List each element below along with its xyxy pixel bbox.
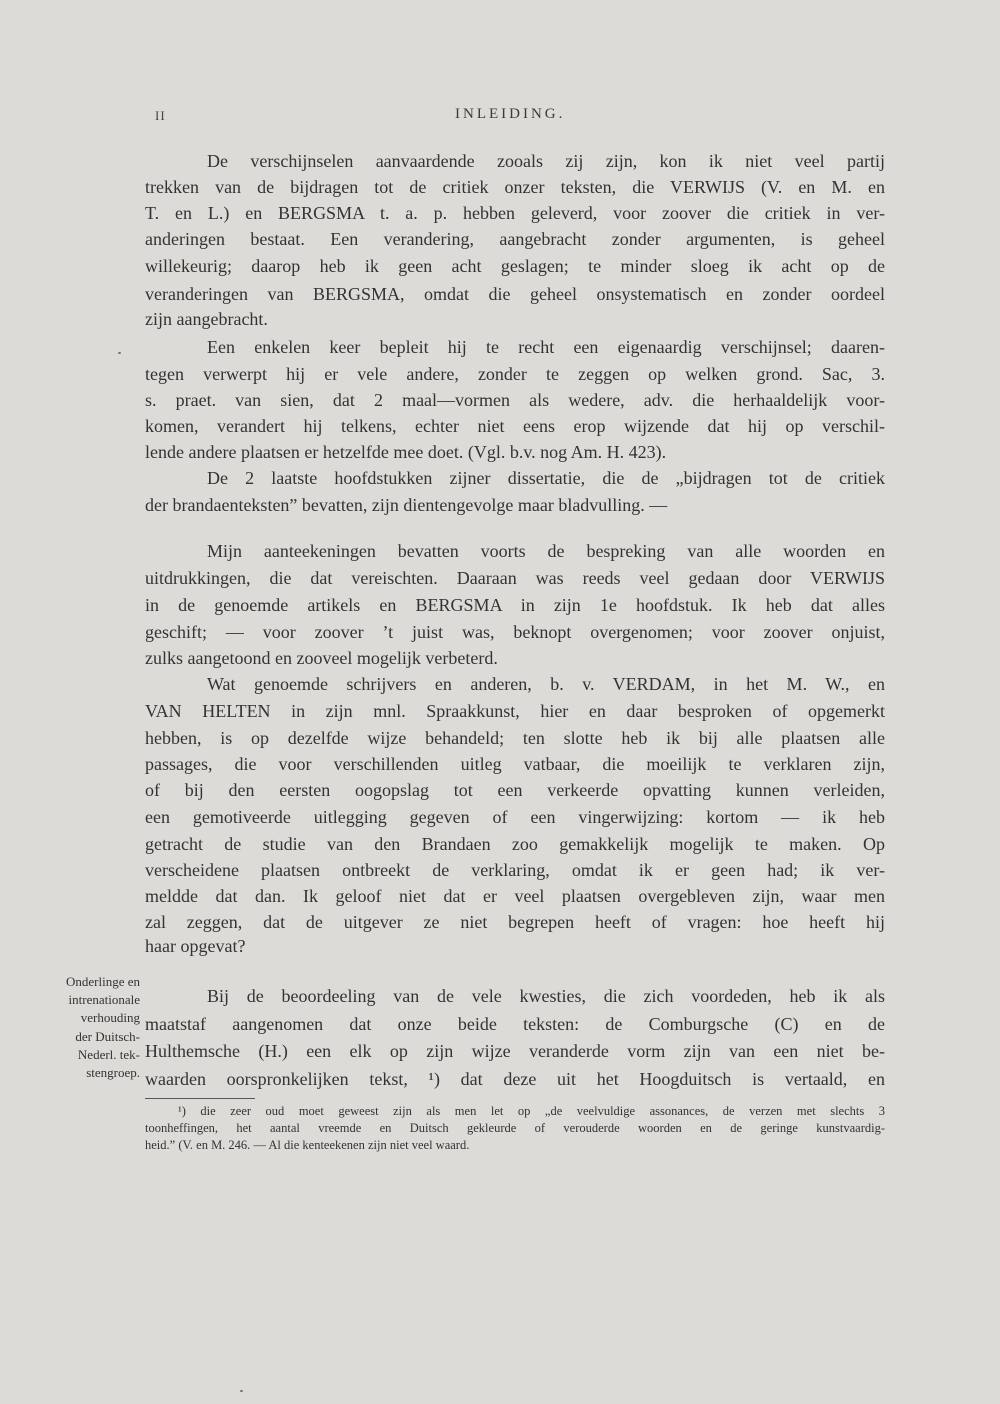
body-line: Mijn aanteekeningen bevatten voorts de bespreking van alle woorden en: [207, 541, 885, 561]
body-line: Wat genoemde schrijvers en anderen, b. v. VERDAM, in het M. W., en: [207, 674, 885, 694]
footnote-line: heid.” (V. en M. 246. — Al die kenteekenen zijn niet veel waard.: [145, 1138, 470, 1152]
footnote-rule: [145, 1098, 255, 1099]
body-line: trekken van de bijdragen tot de critiek onzer teksten, die VERWIJS (V. en M. en: [145, 177, 885, 197]
body-line: passages, die voor verschillenden uitleg vatbaar, die moeilijk te verklaren zijn,: [145, 754, 885, 774]
body-line: s. praet. van sien, dat 2 maal—vormen als wedere, adv. die herhaaldelijk voor-: [145, 390, 885, 410]
body-line: veranderingen van BERGSMA, omdat die geheel onsystematisch en zonder oordeel: [145, 284, 885, 304]
body-line: of bij den eersten oogopslag tot een verkeerde opvatting kunnen verleiden,: [145, 780, 885, 800]
paper-speck: [240, 1390, 243, 1392]
body-line: tegen verwerpt hij er vele andere, zonder te zeggen op welken grond. Sac, 3.: [145, 364, 885, 384]
body-line: verscheidene plaatsen ontbreekt de verklaring, omdat ik er geen had; ik ver-: [145, 860, 885, 880]
body-line: T. en L.) en BERGSMA t. a. p. hebben geleverd, voor zoover die critiek in ver-: [145, 203, 885, 223]
margin-note-line: der Duitsch-: [75, 1029, 140, 1044]
margin-note-line: intrenationale: [68, 992, 140, 1007]
body-line: zal zeggen, dat de uitgever ze niet begrepen heeft of vragen: hoe heeft hij: [145, 912, 885, 932]
body-line: komen, verandert hij telkens, echter niet eens erop wijzende dat hij op verschil-: [145, 416, 885, 436]
body-line: De 2 laatste hoofdstukken zijner dissertatie, die de „bijdragen tot de critiek: [207, 468, 885, 488]
body-line: anderingen bestaat. Een verandering, aangebracht zonder argumenten, is geheel: [145, 229, 885, 249]
body-line: Hulthemsche (H.) een elk op zijn wijze veranderde vorm zijn van een niet be-: [145, 1041, 885, 1061]
body-line: VAN HELTEN in zijn mnl. Spraakkunst, hier en daar besproken of opgemerkt: [145, 701, 885, 721]
body-line: zulks aangetoond en zooveel mogelijk verbeterd.: [145, 648, 498, 668]
body-line: De verschijnselen aanvaardende zooals zij zijn, kon ik niet veel partij: [207, 151, 885, 171]
body-line: willekeurig; daarop heb ik geen acht geslagen; te minder sloeg ik acht op de: [145, 256, 885, 276]
body-line: zijn aangebracht.: [145, 309, 268, 329]
body-line: der brandaenteksten” bevatten, zijn dientengevolge maar bladvulling. —: [145, 495, 668, 515]
footnote-line: ¹) die zeer oud moet geweest zijn als men let op „de veelvuldige assonances, de verzen met slechts 3: [178, 1104, 885, 1118]
body-line: hebben, is op dezelfde wijze behandeld; ten slotte heb ik bij alle plaatsen alle: [145, 728, 885, 748]
body-line: waarden oorspronkelijken tekst, ¹) dat deze uit het Hoogduitsch is vertaald, en: [145, 1069, 885, 1089]
body-line: een gemotiveerde uitlegging gegeven of een vingerwijzing: kortom — ik heb: [145, 807, 885, 827]
body-line: maatstaf aangenomen dat onze beide teksten: de Comburgsche (C) en de: [145, 1014, 885, 1034]
body-line: getracht de studie van den Brandaen zoo gemakkelijk mogelijk te maken. Op: [145, 834, 885, 854]
footnote-line: toonheffingen, het aantal vreemde en Duitsch gekleurde of verouderde woorden en de geringe kunstvaardig-: [145, 1121, 885, 1135]
running-head: INLEIDING.: [455, 106, 566, 122]
margin-note-line: Onderlinge en: [65, 974, 140, 989]
body-line: Bij de beoordeeling van de vele kwesties, die zich voordeden, heb ik als: [207, 986, 885, 1006]
body-line: meldde dat dan. Ik geloof niet dat er veel plaatsen overgebleven zijn, waar men: [145, 886, 885, 906]
paper-speck: [118, 352, 121, 354]
margin-note-line: stengroep.: [86, 1065, 140, 1080]
body-line: in de genoemde artikels en BERGSMA in zijn 1e hoofdstuk. Ik heb dat alles: [145, 595, 885, 615]
margin-note-line: verhouding: [80, 1010, 140, 1025]
body-line: uitdrukkingen, die dat vereischten. Daaraan was reeds veel gedaan door VERWIJS: [145, 568, 885, 588]
body-line: lende andere plaatsen er hetzelfde mee doet. (Vgl. b.v. nog Am. H. 423).: [145, 442, 667, 462]
body-line: geschift; — voor zoover ’t juist was, beknopt overgenomen; voor zoover onjuist,: [145, 622, 885, 642]
page-number: II: [155, 108, 166, 123]
body-line: haar opgevat?: [145, 936, 246, 956]
margin-note-line: Nederl. tek-: [77, 1047, 140, 1062]
body-line: Een enkelen keer bepleit hij te recht een eigenaardig verschijnsel; daaren-: [207, 337, 885, 357]
